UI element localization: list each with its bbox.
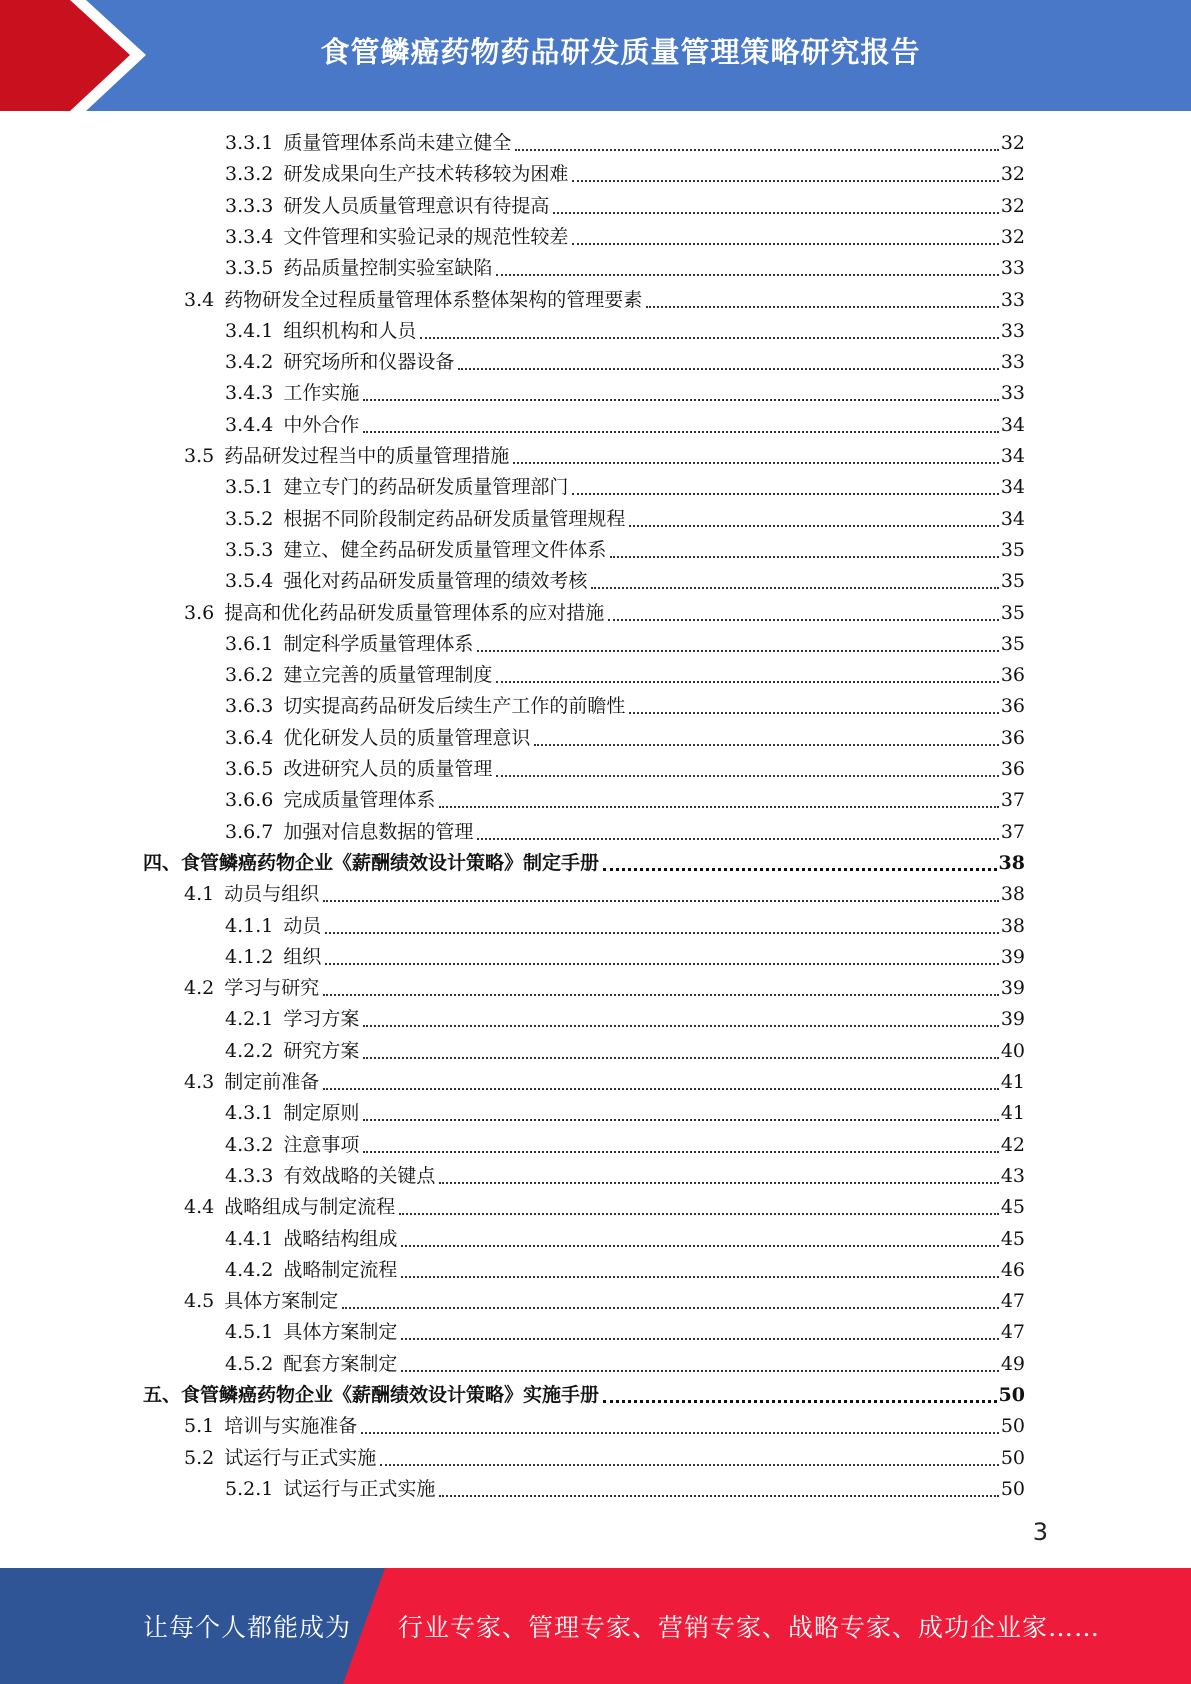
toc-entry-number: 4.3.2 xyxy=(225,1133,274,1156)
toc-entry[interactable] xyxy=(225,942,1025,973)
toc-entry-title: 建立、健全药品研发质量管理文件体系 xyxy=(283,538,607,561)
toc-entry-number: 4.2.1 xyxy=(225,1008,274,1031)
toc-leader-dots xyxy=(342,1307,999,1309)
toc-entry-page: 50 xyxy=(1000,1415,1025,1438)
toc-entry-number: 3.4 xyxy=(184,288,215,311)
toc-entry-page: 33 xyxy=(1000,319,1025,342)
toc-entry[interactable] xyxy=(225,1036,1025,1067)
toc-leader-dots xyxy=(629,712,998,714)
toc-entry-title: 战略结构组成 xyxy=(283,1227,398,1250)
toc-entry-page: 39 xyxy=(1000,977,1025,1000)
toc-entry-page: 50 xyxy=(1000,1446,1025,1469)
toc-entry-title: 根据不同阶段制定药品研发质量管理规程 xyxy=(283,507,626,530)
toc-entry-title: 战略制定流程 xyxy=(283,1258,398,1281)
toc-leader-dots xyxy=(323,1088,999,1090)
toc-leader-dots xyxy=(325,963,998,965)
toc-entry-number: 3.6.7 xyxy=(225,820,274,843)
toc-entry-number: 4.5 xyxy=(184,1290,215,1313)
toc-entry-number: 4.1.1 xyxy=(225,914,274,937)
toc-entry-number: 5.2.1 xyxy=(225,1477,274,1500)
report-title: 食管鳞癌药物药品研发质量管理策略研究报告 xyxy=(320,34,921,69)
toc-entry-title: 优化研发人员的质量管理意识 xyxy=(283,726,531,749)
toc-entry-title: 注意事项 xyxy=(283,1133,360,1156)
page-number: 3 xyxy=(1032,1518,1048,1546)
toc-leader-dots xyxy=(439,1495,998,1497)
toc-leader-dots xyxy=(608,619,999,621)
toc-leader-dots xyxy=(325,932,998,934)
toc-entry-title: 建立专门的药品研发质量管理部门 xyxy=(283,476,569,499)
toc-entry-number: 3.6.3 xyxy=(225,695,274,718)
toc-entry-number: 3.3.3 xyxy=(225,194,274,217)
toc-entry-title: 有效战略的关键点 xyxy=(283,1164,436,1187)
toc-entry-number: 4.5.2 xyxy=(225,1352,274,1375)
toc-entry-title: 中外合作 xyxy=(283,413,360,436)
toc-entry-title: 具体方案制定 xyxy=(283,1321,398,1344)
toc-entry-title: 质量管理体系尚未建立健全 xyxy=(283,132,512,154)
toc-entry-title: 动员 xyxy=(283,914,322,937)
toc-entry[interactable] xyxy=(225,472,1025,503)
toc-entry-number: 3.6 xyxy=(184,601,215,624)
toc-leader-dots xyxy=(629,525,998,527)
toc-entry-number: 3.6.4 xyxy=(225,726,274,749)
footer-slogan-left: 让每个人都能成为 xyxy=(143,1613,352,1642)
toc-entry-title: 研发人员质量管理意识有待提高 xyxy=(283,194,550,217)
toc-entry-title: 完成质量管理体系 xyxy=(283,789,436,812)
toc-entry-title: 配套方案制定 xyxy=(283,1352,398,1375)
page-footer xyxy=(0,1568,1191,1684)
toc-entry[interactable] xyxy=(225,1474,1025,1505)
toc-entry-title: 加强对信息数据的管理 xyxy=(283,820,474,843)
toc-leader-dots xyxy=(496,274,998,276)
toc-entry[interactable] xyxy=(225,504,1025,535)
page-header xyxy=(0,0,1191,111)
toc-entry-number: 3.3.1 xyxy=(225,132,274,154)
toc-leader-dots xyxy=(496,681,998,683)
toc-entry-page: 34 xyxy=(1000,413,1025,436)
toc-entry[interactable] xyxy=(184,441,1025,472)
toc-entry-title: 建立完善的质量管理制度 xyxy=(283,664,493,687)
toc-entry[interactable] xyxy=(225,316,1025,347)
toc-entry-number: 4.3.3 xyxy=(225,1164,274,1187)
toc-entry[interactable] xyxy=(184,285,1025,316)
toc-entry[interactable] xyxy=(225,535,1025,566)
toc-entry[interactable] xyxy=(225,1349,1025,1380)
toc-entry-title: 培训与实施准备 xyxy=(224,1415,358,1438)
toc-entry-number: 4.4.2 xyxy=(225,1258,274,1281)
header-chevron-icon xyxy=(0,0,160,111)
toc-leader-dots xyxy=(572,243,998,245)
toc-entry-page: 36 xyxy=(1000,758,1025,780)
toc-entry-number: 3.6.6 xyxy=(225,789,274,812)
toc-entry-number: 4.4 xyxy=(184,1196,215,1219)
toc-entry-page: 36 xyxy=(1000,664,1025,687)
toc-entry[interactable] xyxy=(225,347,1025,378)
toc-entry[interactable] xyxy=(143,1380,1025,1411)
toc-entry[interactable] xyxy=(225,785,1025,816)
toc-entry-page: 32 xyxy=(1000,163,1025,186)
toc-entry-page: 41 xyxy=(1000,1071,1025,1093)
toc-entry[interactable] xyxy=(225,222,1025,253)
toc-leader-dots xyxy=(603,868,997,871)
toc-entry-title: 制定前准备 xyxy=(224,1071,320,1093)
toc-entry[interactable] xyxy=(184,1192,1025,1223)
toc-entry-number: 3.6.1 xyxy=(225,632,274,655)
toc-leader-dots xyxy=(363,1025,998,1027)
toc-entry[interactable] xyxy=(225,128,1025,159)
toc-leader-dots xyxy=(323,994,999,996)
toc-entry-page: 33 xyxy=(1000,351,1025,374)
toc-entry-page: 32 xyxy=(1000,132,1025,154)
toc-leader-dots xyxy=(553,212,998,214)
toc-entry-title: 试运行与正式实施 xyxy=(224,1446,377,1469)
toc-entry-number: 3.6.2 xyxy=(225,664,274,687)
toc-entry-page: 36 xyxy=(1000,726,1025,749)
toc-entry-title: 组织 xyxy=(283,945,322,968)
toc-entry[interactable] xyxy=(225,253,1025,284)
toc-entry-page: 33 xyxy=(1000,382,1025,405)
toc-entry-title: 制定科学质量管理体系 xyxy=(283,632,474,655)
toc-leader-dots xyxy=(401,1245,998,1247)
toc-entry-title: 学习方案 xyxy=(283,1008,360,1031)
toc-entry-page: 47 xyxy=(1000,1321,1025,1344)
toc-entry[interactable] xyxy=(184,1443,1025,1474)
toc-entry-page: 50 xyxy=(998,1384,1025,1406)
toc-entry-number: 3.5 xyxy=(184,445,215,467)
toc-entry-number: 3.4.4 xyxy=(225,413,274,436)
toc-entry-title: 切实提高药品研发后续生产工作的前瞻性 xyxy=(283,695,626,718)
toc-entry-page: 42 xyxy=(1000,1133,1025,1156)
toc-leader-dots xyxy=(363,1119,998,1121)
toc-entry-page: 41 xyxy=(1000,1102,1025,1125)
toc-entry-title: 研究场所和仪器设备 xyxy=(283,351,455,374)
toc-entry[interactable] xyxy=(225,723,1025,754)
toc-entry-page: 33 xyxy=(1000,257,1025,280)
toc-entry[interactable] xyxy=(143,848,1025,879)
toc-entry-title: 制定原则 xyxy=(283,1102,360,1125)
toc-entry-number: 3.5.3 xyxy=(225,538,274,561)
toc-leader-dots xyxy=(591,587,998,589)
toc-entry-page: 33 xyxy=(1000,288,1025,311)
toc-leader-dots xyxy=(363,431,998,433)
toc-leader-dots xyxy=(401,1338,998,1340)
toc-entry[interactable] xyxy=(225,660,1025,691)
toc-leader-dots xyxy=(572,180,998,182)
toc-entry-title: 动员与组织 xyxy=(224,883,320,906)
toc-entry-number: 5.2 xyxy=(184,1446,215,1469)
toc-entry-page: 35 xyxy=(1000,632,1025,655)
toc-entry-page: 43 xyxy=(1000,1164,1025,1187)
toc-leader-dots xyxy=(646,306,999,308)
toc-entry-number: 5.1 xyxy=(184,1415,215,1438)
toc-entry[interactable] xyxy=(225,1130,1025,1161)
toc-entry[interactable] xyxy=(225,159,1025,190)
toc-entry-page: 46 xyxy=(1000,1258,1025,1281)
toc-entry-number: 3.4.1 xyxy=(225,319,274,342)
toc-leader-dots xyxy=(477,650,998,652)
toc-entry-title: 药品质量控制实验室缺陷 xyxy=(283,257,493,280)
toc-leader-dots xyxy=(534,744,998,746)
toc-entry[interactable] xyxy=(225,1224,1025,1255)
toc-entry[interactable] xyxy=(184,879,1025,910)
toc-entry-page: 34 xyxy=(1000,445,1025,467)
toc-entry-number: 4.2.2 xyxy=(225,1039,274,1062)
toc-entry-title: 强化对药品研发质量管理的绩效考核 xyxy=(283,570,588,593)
toc-leader-dots xyxy=(380,1464,999,1466)
toc-entry-number: 4.3 xyxy=(184,1071,215,1093)
toc-entry-title: 研发成果向生产技术转移较为困难 xyxy=(283,163,569,186)
toc-entry-page: 38 xyxy=(1000,914,1025,937)
toc-entry-number: 3.3.2 xyxy=(225,163,274,186)
toc-entry[interactable] xyxy=(225,629,1025,660)
toc-entry[interactable] xyxy=(225,191,1025,222)
toc-entry[interactable] xyxy=(225,911,1025,942)
toc-entry-title: 具体方案制定 xyxy=(224,1290,339,1313)
toc-entry-page: 47 xyxy=(1000,1290,1025,1313)
toc-entry[interactable] xyxy=(225,1004,1025,1035)
toc-entry-title: 药物研发全过程质量管理体系整体架构的管理要素 xyxy=(224,288,643,311)
toc-entry[interactable] xyxy=(225,1317,1025,1348)
toc-leader-dots xyxy=(603,1400,997,1403)
toc-entry-number: 4.5.1 xyxy=(225,1321,274,1344)
toc-leader-dots xyxy=(363,399,998,401)
toc-leader-dots xyxy=(439,1182,998,1184)
toc-entry[interactable] xyxy=(225,1161,1025,1192)
toc-leader-dots xyxy=(420,337,998,339)
toc-entry-page: 35 xyxy=(1000,601,1025,624)
toc-entry[interactable] xyxy=(225,410,1025,441)
toc-entry-page: 40 xyxy=(1000,1039,1025,1062)
toc-leader-dots xyxy=(610,556,998,558)
toc-leader-dots xyxy=(515,149,998,151)
toc-entry[interactable] xyxy=(225,1098,1025,1129)
toc-entry[interactable] xyxy=(225,566,1025,597)
toc-leader-dots xyxy=(458,368,998,370)
toc-entry-number: 3.3.5 xyxy=(225,257,274,280)
toc-entry-title: 研究方案 xyxy=(283,1039,360,1062)
toc-entry-page: 35 xyxy=(1000,570,1025,593)
toc-entry-title: 工作实施 xyxy=(283,382,360,405)
toc-entry-page: 35 xyxy=(1000,538,1025,561)
toc-entry[interactable] xyxy=(184,1286,1025,1317)
toc-entry-title: 试运行与正式实施 xyxy=(283,1477,436,1500)
toc-entry-page: 37 xyxy=(1000,789,1025,812)
toc-entry-title: 组织机构和人员 xyxy=(283,319,417,342)
toc-entry-page: 49 xyxy=(1000,1352,1025,1375)
toc-entry-number: 3.5.2 xyxy=(225,507,274,530)
toc-entry-title: 提高和优化药品研发质量管理体系的应对措施 xyxy=(224,601,605,624)
toc-entry-number: 4.4.1 xyxy=(225,1227,274,1250)
footer-slogan-right: 行业专家、管理专家、营销专家、战略专家、成功企业家…… xyxy=(398,1613,1101,1642)
toc-entry-title: 文件管理和实验记录的规范性较差 xyxy=(283,225,569,248)
toc-leader-dots xyxy=(496,775,998,777)
toc-leader-dots xyxy=(401,1276,998,1278)
toc-entry[interactable] xyxy=(225,691,1025,722)
toc-leader-dots xyxy=(399,1213,999,1215)
toc-entry-number: 4.1.2 xyxy=(225,945,274,968)
toc-entry-number: 3.3.4 xyxy=(225,225,274,248)
toc-entry-number: 3.6.5 xyxy=(225,758,274,780)
toc-entry[interactable] xyxy=(225,754,1025,785)
toc-entry-page: 34 xyxy=(1000,476,1025,499)
toc-entry-title: 五、食管鳞癌药物企业《薪酬绩效设计策略》实施手册 xyxy=(143,1384,600,1406)
toc-entry-page: 37 xyxy=(1000,820,1025,843)
toc-entry-page: 32 xyxy=(1000,194,1025,217)
toc-leader-dots xyxy=(363,1151,998,1153)
toc-entry[interactable] xyxy=(225,1255,1025,1286)
toc-entry-number: 4.2 xyxy=(184,977,215,1000)
toc-leader-dots xyxy=(477,838,998,840)
toc-entry-page: 36 xyxy=(1000,695,1025,718)
toc-entry-title: 药品研发过程当中的质量管理措施 xyxy=(224,445,510,467)
toc-entry-page: 34 xyxy=(1000,507,1025,530)
toc-entry-number: 3.4.2 xyxy=(225,351,274,374)
toc-entry-page: 32 xyxy=(1000,225,1025,248)
toc-leader-dots xyxy=(323,900,999,902)
toc-entry[interactable] xyxy=(184,1067,1025,1098)
toc-entry-page: 39 xyxy=(1000,945,1025,968)
toc-leader-dots xyxy=(513,462,999,464)
toc-entry-page: 45 xyxy=(1000,1196,1025,1219)
toc-entry-page: 50 xyxy=(1000,1477,1025,1500)
toc-entry-title: 四、食管鳞癌药物企业《薪酬绩效设计策略》制定手册 xyxy=(143,851,600,874)
toc-entry-number: 4.1 xyxy=(184,883,215,906)
toc-entry-page: 45 xyxy=(1000,1227,1025,1250)
toc-entry-number: 3.5.4 xyxy=(225,570,274,593)
toc-leader-dots xyxy=(572,493,998,495)
toc-entry[interactable] xyxy=(184,598,1025,629)
toc-entry-number: 3.4.3 xyxy=(225,382,274,405)
toc-entry[interactable] xyxy=(184,1411,1025,1442)
toc-leader-dots xyxy=(439,806,998,808)
toc-entry[interactable] xyxy=(184,973,1025,1004)
toc-entry-number: 4.3.1 xyxy=(225,1102,274,1125)
toc-entry-page: 38 xyxy=(1000,883,1025,906)
toc-entry[interactable] xyxy=(225,378,1025,409)
toc-leader-dots xyxy=(401,1370,998,1372)
toc-entry-number: 3.5.1 xyxy=(225,476,274,499)
toc-entry-title: 学习与研究 xyxy=(224,977,320,1000)
toc-leader-dots xyxy=(363,1057,998,1059)
toc-entry-title: 战略组成与制定流程 xyxy=(224,1196,396,1219)
toc-leader-dots xyxy=(361,1432,999,1434)
toc-entry[interactable] xyxy=(225,817,1025,848)
toc-entry-page: 39 xyxy=(1000,1008,1025,1031)
toc-entry-page: 38 xyxy=(998,851,1025,874)
toc-entry-title: 改进研究人员的质量管理 xyxy=(283,758,493,780)
